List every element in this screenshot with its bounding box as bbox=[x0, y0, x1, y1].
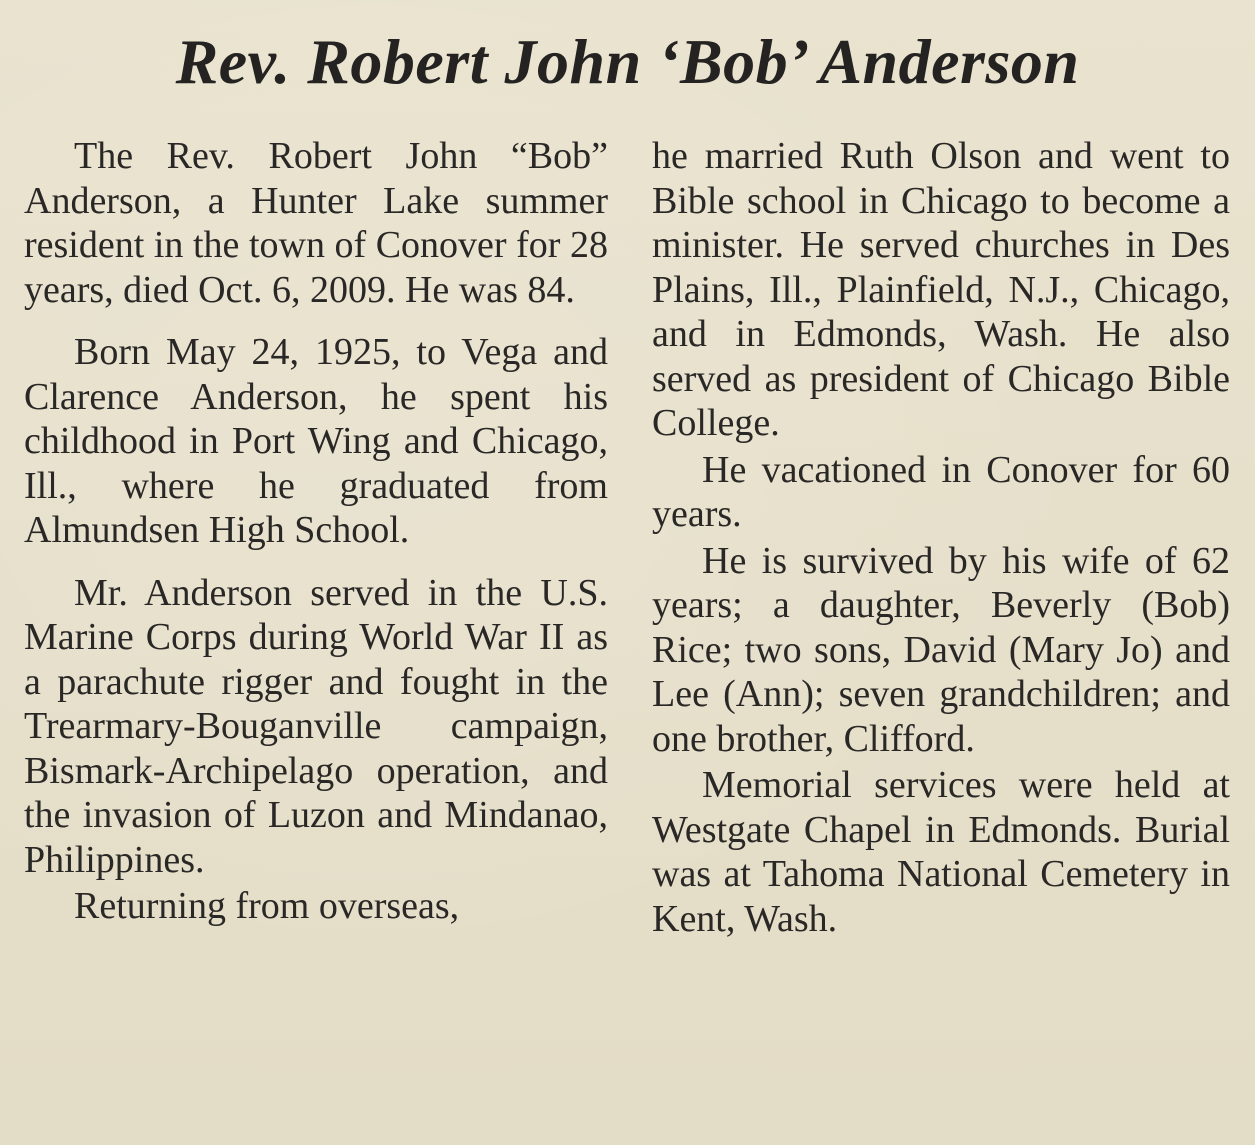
obituary-headline: Rev. Robert John ‘Bob’ Anderson bbox=[175, 26, 1080, 97]
paragraph-ministry: he married Ruth Olson and went to Bible school in Chicago to become a minister. He served churches in Des Plains, Ill., Plainfield, N.J., Chicago, and in Edmonds, Wash. He also served as president of Chicago Bible College. bbox=[652, 135, 1230, 444]
paragraph-early-life: Born May 24, 1925, to Vega and Clarence Anderson, he spent his childhood in Port Wing and Chicago, Ill., where he graduated from Almundsen High School. bbox=[24, 331, 608, 551]
text-column-left bbox=[24, 134, 608, 929]
paragraph-vacation: He vacationed in Conover for 60 years. bbox=[652, 448, 1230, 535]
paragraph-return-start: Returning from overseas, bbox=[74, 885, 460, 927]
text-column-right bbox=[652, 134, 1230, 941]
paragraph-services: Memorial services were held at Westgate Chapel in Edmonds. Burial was at Tahoma National Cemetery in Kent, Wash. bbox=[652, 764, 1230, 940]
paragraph-survivors: He is survived by his wife of 62 years; a daughter, Beverly (Bob) Rice; two sons, David (Mary Jo) and Lee (Ann); seven grandchildren; and one brother, Clifford. bbox=[652, 539, 1230, 760]
paragraph-death-notice: The Rev. Robert John “Bob” Anderson, a Hunter Lake summer resident in the town of Conover for 28 years, died Oct. 6, 2009. He was 84. bbox=[24, 135, 608, 311]
paragraph-military-service: Mr. Anderson served in the U.S. Marine Corps during World War II as a parachute rigger and fought in the Trearmary-Bouganville campaign, Bismark-Archipelago operation, and the invasion of Luzon and Mindanao, Philippines. bbox=[24, 571, 608, 881]
